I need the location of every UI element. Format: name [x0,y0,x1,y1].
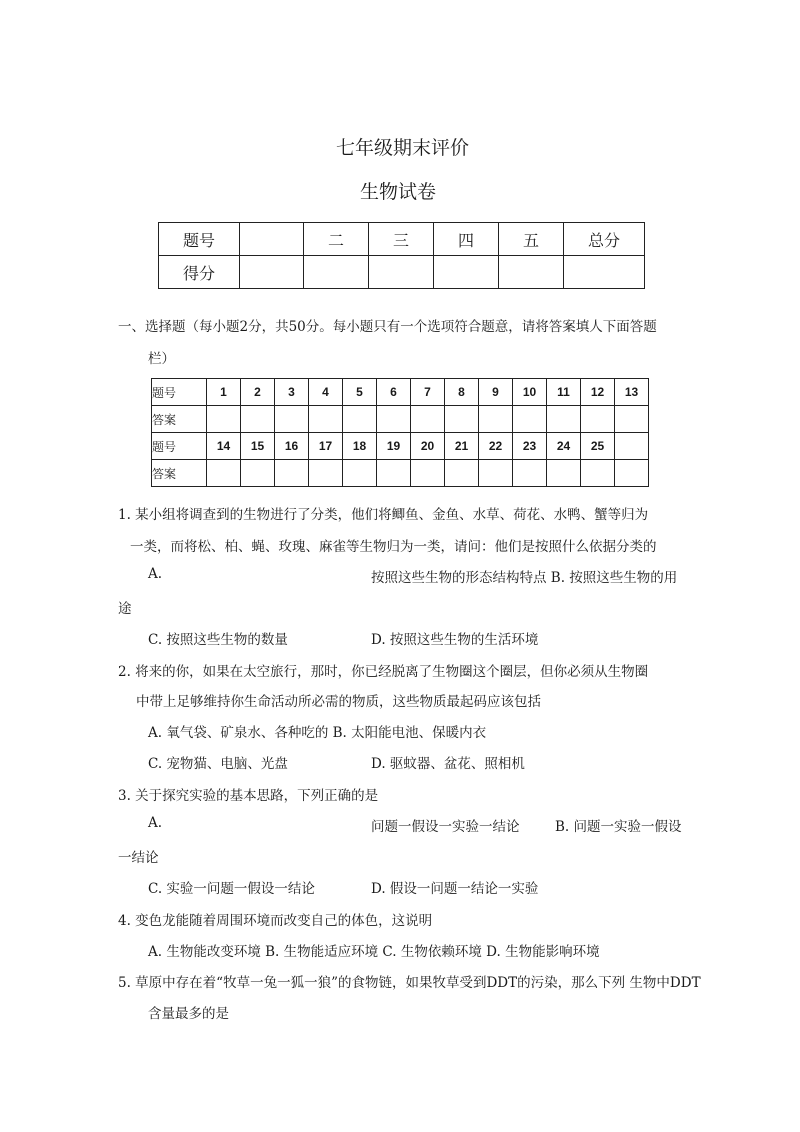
question-2-option-c: C. 宠物猫、电脑、光盘 [148,756,288,772]
exam-title: 七年级期末评价 [336,137,470,159]
answer-cell [207,460,241,487]
section1-instructions-cont: 栏） [148,351,175,367]
question-number-cell: 13 [615,379,649,406]
answer-cell [241,460,275,487]
answer-cell [275,406,309,433]
question-3-option-b: B. 问题一实验一假设 [555,819,682,835]
answer-cell [581,460,615,487]
question-2-option-ab: A. 氧气袋、矿泉水、各种吃的 B. 太阳能电池、保暖内衣 [148,725,487,741]
score-header-cell: 题号 [159,223,240,256]
question-number-cell: 5 [343,379,377,406]
answer-cell [309,406,343,433]
grid-row-label: 答案 [152,460,207,487]
answer-grid-row [152,406,649,433]
answer-cell [411,406,445,433]
answer-cell [241,406,275,433]
question-number-cell: 19 [377,433,411,460]
answer-cell [615,406,649,433]
answer-grid-row [152,433,649,460]
answer-cell [343,460,377,487]
question-1-stem: 1. 某小组将调查到的生物进行了分类，他们将鲫鱼、金鱼、水草、荷花、水鸭、蟹等归为 [118,507,649,523]
question-number-cell: 11 [547,379,581,406]
score-header-cell: 五 [499,223,564,256]
answer-cell [445,406,479,433]
question-number-cell: 9 [479,379,513,406]
question-number-cell: 3 [275,379,309,406]
answer-cell [377,406,411,433]
score-cell [369,256,434,289]
question-number-cell: 12 [581,379,615,406]
answer-cell [275,460,309,487]
grid-row-label: 题号 [152,379,207,406]
score-cell [499,256,564,289]
question-1-option-a-label: A. [148,566,163,582]
question-3-option-c: C. 实验一问题一假设一结论 [148,881,315,897]
score-table-header-row [159,223,645,256]
question-number-cell: 16 [275,433,309,460]
question-number-cell: 10 [513,379,547,406]
question-1-option-d: D. 按照这些生物的生活环境 [371,632,539,648]
score-cell [564,256,645,289]
question-3-option-a-label: A. [148,815,163,831]
question-5-stem: 5. 草原中存在着“牧草一兔一狐一狼”的食物链，如果牧草受到DDT的污染，那么下列 生物中DDT [118,975,701,991]
question-2-stem-cont: 中带上足够维持你生命活动所必需的物质，这些物质最起码应该包括 [136,694,541,710]
score-header-cell [240,223,304,256]
score-cell [434,256,499,289]
answer-grid-row [152,379,649,406]
question-number-cell: 14 [207,433,241,460]
question-number-cell: 2 [241,379,275,406]
question-number-cell: 1 [207,379,241,406]
question-number-cell: 23 [513,433,547,460]
answer-cell [547,406,581,433]
question-number-cell: 21 [445,433,479,460]
question-1-option-ab: 按照这些生物的形态结构特点 B. 按照这些生物的用 [371,570,678,586]
score-cell [240,256,304,289]
section1-instructions: 一、选择题（每小题2分，共50分。每小题只有一个选项符合题意，请将答案填人下面答题 [118,319,657,335]
question-number-cell: 6 [377,379,411,406]
score-table [158,222,645,289]
answer-cell [343,406,377,433]
score-header-cell: 四 [434,223,499,256]
question-1-option-b-wrap: 途 [118,601,132,617]
answer-cell [445,460,479,487]
score-table-score-row [159,256,645,289]
answer-cell [479,406,513,433]
question-5-stem-cont: 含量最多的是 [148,1006,229,1022]
score-header-cell: 三 [369,223,434,256]
question-number-cell: 4 [309,379,343,406]
question-number-cell: 22 [479,433,513,460]
score-row-label: 得分 [159,256,240,289]
question-number-cell: 8 [445,379,479,406]
question-number-cell: 20 [411,433,445,460]
answer-cell [479,460,513,487]
question-3-option-b-wrap: 一结论 [118,850,159,866]
question-number-cell: 24 [547,433,581,460]
answer-cell [207,406,241,433]
answer-cell [513,406,547,433]
answer-cell [547,460,581,487]
exam-subtitle: 生物试卷 [360,181,437,203]
question-3-option-a: 问题一假设一实验一结论 [371,819,520,835]
question-4-options: A. 生物能改变环境 B. 生物能适应环境 C. 生物依赖环境 D. 生物能影响环境 [148,944,600,960]
question-number-cell: 15 [241,433,275,460]
question-number-cell: 25 [581,433,615,460]
question-1-stem-cont: 一类，而将松、柏、蝇、玫瑰、麻雀等生物归为一类，请问：他们是按照什么依据分类的 [130,539,657,555]
answer-cell [411,460,445,487]
answer-cell [513,460,547,487]
score-header-cell: 二 [304,223,369,256]
question-4-stem: 4. 变色龙能随着周围环境而改变自己的体色，这说明 [118,913,433,929]
grid-row-label: 题号 [152,433,207,460]
score-cell [304,256,369,289]
answer-grid [151,378,649,487]
question-2-stem: 2. 将来的你，如果在太空旅行，那时，你已经脱离了生物圈这个圈层，但你必须从生物圈 [118,664,649,680]
score-header-cell: 总分 [564,223,645,256]
question-3-stem: 3. 关于探究实验的基本思路，下列正确的是 [118,788,379,804]
answer-cell [377,460,411,487]
grid-row-label: 答案 [152,406,207,433]
answer-cell [309,460,343,487]
answer-grid-row [152,460,649,487]
question-number-cell [615,433,649,460]
question-number-cell: 17 [309,433,343,460]
question-1-option-c: C. 按照这些生物的数量 [148,632,288,648]
question-number-cell: 7 [411,379,445,406]
question-number-cell: 18 [343,433,377,460]
answer-cell [615,460,649,487]
question-3-option-d: D. 假设一问题一结论一实验 [371,881,539,897]
answer-cell [581,406,615,433]
question-2-option-d: D. 驱蚊器、盆花、照相机 [371,756,525,772]
